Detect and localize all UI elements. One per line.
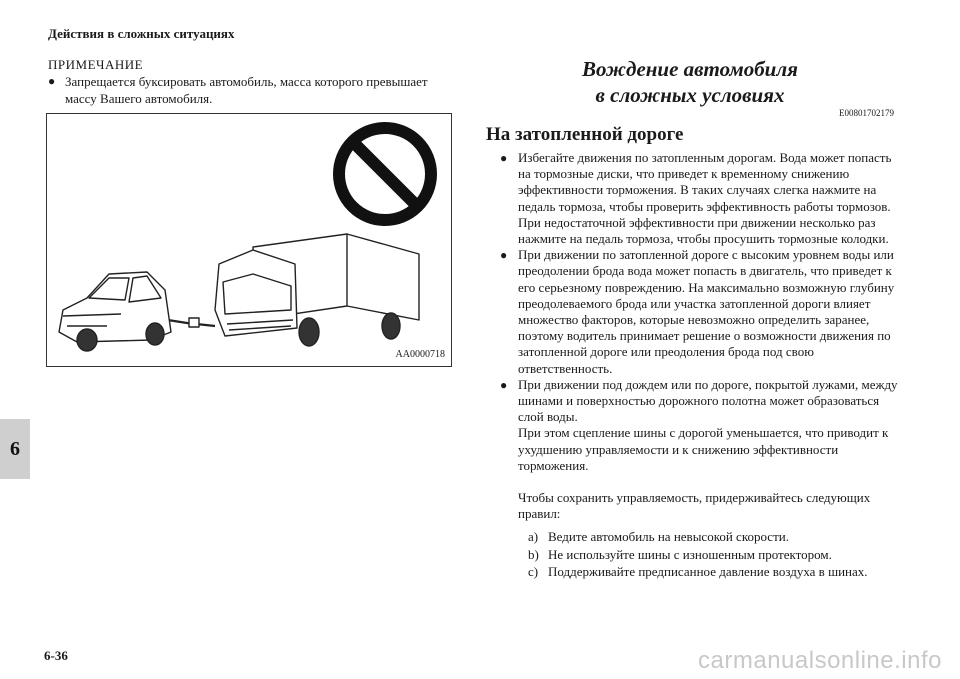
bullet-text: Избегайте движения по затопленным дорогам. Вода может попасть на тормозные диски, что приведет к временному снижению эффективности торможения. В таких случаях слегка нажмите на педаль тормоза, чтобы проверить эффективность работы тормозов. При недостаточной эффективности при движении несколько раз нажмите на педаль тормоза, чтобы просушить тормозные колодки.: [518, 150, 892, 247]
list-item-text: Поддерживайте предписанное давление воздуха в шинах.: [548, 564, 868, 580]
page-number: 6-36: [44, 648, 68, 663]
section-code: E00801702179: [839, 108, 894, 118]
closing-paragraph: Чтобы сохранить управляемость, придерживайтесь следующих правил:: [518, 490, 871, 522]
list-marker: a): [528, 529, 539, 545]
subsection-title: На затопленной дороге: [486, 124, 684, 145]
bullet-text: При движении под дождем или по дороге, покрытой лужами, между шинами и поверхностью дорожного полотна может образоваться слой воды.: [518, 376, 898, 425]
bullet-continuation: При этом сцепление шины с дорогой уменьшается, что приводит к ухудшению управляемости и к снижению эффективности торможения.: [518, 425, 889, 473]
list-item: [528, 563, 900, 581]
note-item-text: Запрещается буксировать автомобиль, масса которого превышает массу Вашего автомобиля.: [65, 74, 428, 106]
list-item-text: Не используйте шины с изношенным протектором.: [548, 546, 832, 562]
note-title: ПРИМЕЧАНИЕ: [48, 57, 144, 72]
watermark: carmanualsonline.info: [698, 647, 942, 674]
note-block: [48, 56, 428, 107]
list-marker: b): [528, 546, 539, 562]
rules-list: [500, 528, 900, 581]
no-entry-prohibition-icon: [339, 128, 431, 220]
section-title-line1: Вождение автомобиля: [582, 57, 798, 81]
running-header: Действия в сложных ситуациях: [48, 26, 235, 41]
section-title-line2: в сложных условиях: [595, 83, 785, 107]
bullet-icon: ●: [500, 377, 508, 392]
note-item: [48, 73, 428, 107]
list-item-text: Ведите автомобиль на невысокой скорости.: [548, 529, 789, 545]
towing-drawing: [47, 114, 451, 366]
chapter-tab: [0, 419, 30, 479]
chapter-number: 6: [10, 437, 20, 460]
bullet-item: [500, 377, 900, 426]
bullet-icon: ●: [500, 151, 508, 165]
section-title: [560, 56, 820, 108]
list-item: [528, 546, 900, 564]
list-item: [528, 528, 900, 546]
bullet-text: При движении по затопленной дороге с высоким уровнем воды или преодолении брода вода может попасть в двигатель, что приведет к его серьезному повреждению. На максимально возможную глубину преодолеваемого брода или участка затопленной дороги влияет множество факторов, которые невозможно определить заранее, поэтому водитель принимает решение о возможности движения по затопленной дороге или преодоления брода под свою ответственность.: [518, 247, 895, 376]
bullet-icon: ●: [48, 74, 56, 88]
body-text: [500, 150, 900, 581]
bullet-item: [500, 150, 900, 247]
bullet-icon: ●: [500, 248, 508, 263]
bullet-item: [500, 247, 900, 377]
towing-illustration: [46, 113, 452, 367]
list-marker: c): [528, 564, 539, 580]
figure-code: AA0000718: [395, 349, 445, 360]
